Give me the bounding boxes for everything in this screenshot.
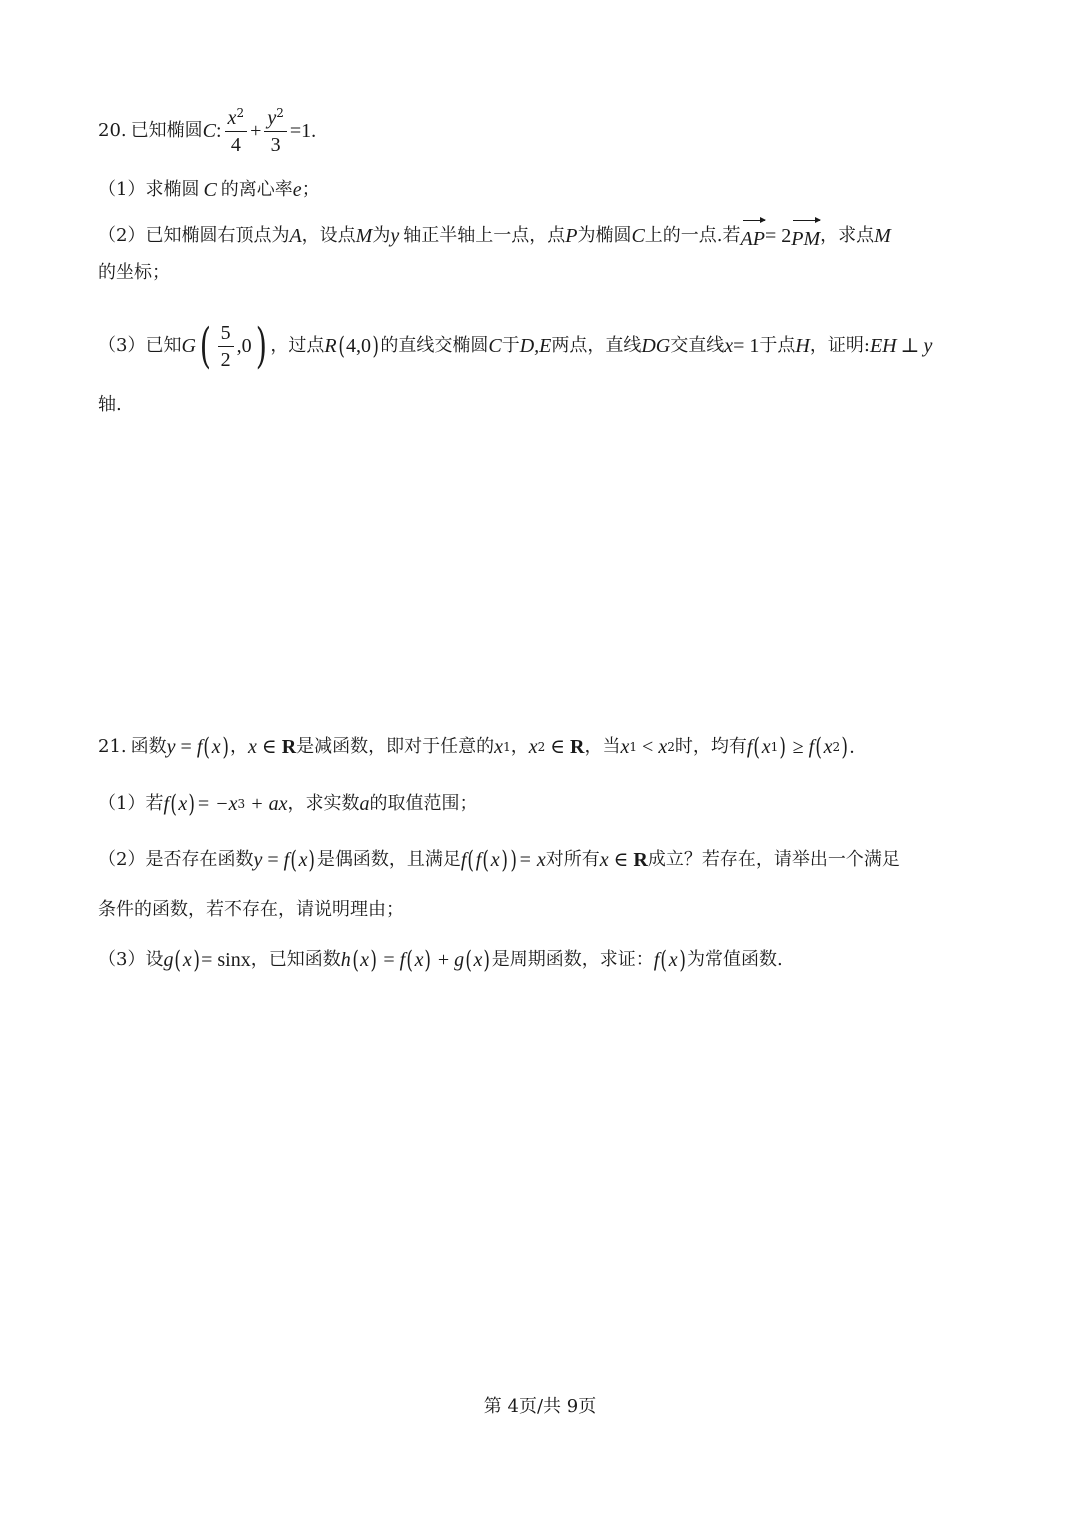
q20-part3-line2 [98,390,990,420]
text: 是否存在函数 [145,849,254,870]
var-x2: x [528,736,538,758]
subscript: 2 [832,740,841,754]
rhs-plus-ax: + ax [250,793,288,815]
frac-den-3: 3 [270,134,281,156]
q21-part2: （2） 是否存在函数 y = f ( x ) 是偶函数，且满足 f ( f ( x ) ) = x 对所有 x ∈ R 成立？若存在，请举出一个满足 [98,846,900,874]
text: ，求实数 [287,793,360,814]
point-M: M [874,225,891,247]
point-M: M [355,225,373,247]
coord-tail: ,0 [236,335,252,357]
text: 成立？若存在，请举出一个满足 [647,849,900,870]
exponent: 3 [237,797,246,811]
var-x1: x [761,736,771,758]
axis-y: y [390,225,400,247]
text: 求椭圆 [145,179,200,200]
part-label: （3） [98,949,146,970]
fraction-y2-over-3: $\frac{y^2}{3}$ [264,107,287,155]
ellipse-name: C [488,335,502,357]
var-x: x [248,736,257,758]
part-label: （1） [98,793,146,814]
func-f: f [399,949,406,971]
text: 两点，直线 [551,335,642,356]
period: . [849,736,855,758]
q20-part3: （3） 已知 G ( $\frac{5}{2}$ ,0 ) ，过点 R ( 4,0 ) 的直线交椭圆 C 于 D,E 两点，直线 DG 交直线 x = 1 于点 H ，证明: EH ⊥ y [98,318,933,374]
q20-intro: 已知椭圆 [130,120,203,141]
q20-part2 [98,218,990,254]
fraction-x2-over-4: $\frac{x^2}{4}$ [225,107,248,155]
q21-part1: （1） 若 f ( x ) = −x 3 + ax ，求实数 a 的取值范围； [98,790,478,818]
var-x: x [182,949,192,971]
var-x: x [599,849,609,871]
ellipse-name: C [203,179,217,201]
func-f: f [653,949,660,971]
text: 为常值函数. [686,949,783,970]
var-y: y [253,849,263,871]
var-x1: x [494,736,504,758]
point-H: H [795,335,810,357]
frac-den-4: 4 [230,134,241,156]
text: 轴正半轴上一点，点 [403,225,566,246]
func-g: g [163,949,174,971]
text: 是减函数，即对于任意的 [296,736,495,757]
q20-number: 20. [98,120,127,141]
func-f: f [475,849,482,871]
real-numbers-symbol: R [633,849,648,871]
subscript: 1 [770,740,779,754]
sin-x: = sinx [201,949,251,971]
text: ，过点 [270,335,325,356]
equals-two: = 2 [764,225,792,247]
q20-part1 [98,175,990,205]
text: 的离心率 [220,179,293,200]
var-x: x [360,949,369,971]
text: ，求点 [820,225,875,246]
text: 交直线 [670,335,725,356]
var-x: x [490,849,500,871]
real-numbers-symbol: R [570,736,585,758]
text: 的坐标； [98,262,170,283]
line-DG: DG [641,335,671,357]
fraction-5-over-2 [218,323,234,370]
right-paren: ) [255,318,267,374]
func-f: f [196,736,203,758]
text: ，已知函数 [250,949,341,970]
less-than: < [642,736,654,758]
real-numbers-symbol: R [281,736,297,758]
text: 轴. [98,394,122,415]
var-x: x [668,949,678,971]
var-a: a [359,793,370,815]
q21-part3: （3） 设 g ( x ) = sinx ，已知函数 h ( x ) = f ( x ) + g ( x ) 是周期函数，求证： f ( x ) 为常值函数. [98,946,783,974]
text: 设 [145,949,164,970]
greater-equal: ≥ [792,736,804,758]
subscript: 1 [503,740,511,754]
plus: + [437,949,450,971]
text: ，设点 [301,225,356,246]
page-footer: 第 4页/共 9页 [483,1396,597,1417]
func-g: g [454,949,465,971]
func-f: f [283,849,290,871]
subscript: 1 [629,740,638,754]
element-of-symbol: ∈ [261,736,277,758]
vector-PM: PM [791,218,820,254]
var-x2: x [823,736,833,758]
var-x: x [211,736,221,758]
var-x1: x [620,736,630,758]
rhs-minus-x: = −x [196,793,238,815]
text: 为 [372,225,391,246]
text: ， [230,736,249,757]
func-f: f [746,736,753,758]
points-DE: D,E [519,335,552,357]
var-x: x [298,849,308,871]
part-label: （3） [98,335,146,356]
frac-num-x: x [227,107,237,129]
equals-one: =1 [289,120,312,142]
vector-AP: AP [741,218,765,254]
text: ，当 [584,736,621,757]
element-of-symbol: ∈ [550,736,566,758]
text: 是周期函数，求证： [491,949,654,970]
var-x: x [473,949,483,971]
func-f: f [163,793,170,815]
text: 时，均有 [674,736,747,757]
segment-EH: EH [869,335,897,357]
text: ； [301,179,320,200]
point-R-coords: 4,0 [345,335,371,357]
text: 的取值范围； [369,793,478,814]
point-A: A [289,225,302,247]
eccentricity-symbol: e [292,179,302,201]
axis-y: y [923,335,933,357]
left-paren: ( [199,318,211,374]
frac-num-y: y [267,107,277,129]
text: ，证明: [809,335,870,356]
var-x: x [724,335,734,357]
ellipse-name: C [202,120,216,142]
point-G: G [181,335,196,357]
text: 若 [145,793,164,814]
point-R: R [324,335,337,357]
frac-num: 5 [218,323,234,347]
frac-den: 2 [220,348,231,371]
part-label: （1） [98,179,146,200]
var-x2: x [658,736,668,758]
colon: : [215,120,222,142]
q21-stem: 21. 函数 y = f ( x ) ， x ∈ R 是减函数，即对于任意的 x 1 ， x 2 ∈ R ，当 x 1 < x 2 时，均有 f ( x 1 ) ≥ f ( x 2 ) . [98,733,855,761]
text: 的直线交椭圆 [380,335,489,356]
part-label: （2） [98,849,146,870]
text: 对所有 [545,849,600,870]
func-f: f [460,849,467,871]
equals-x: = x [518,849,546,871]
text: 条件的函数，若不存在，请说明理由； [98,899,404,920]
text: 于点 [759,335,796,356]
equals-one: = 1 [733,335,760,357]
text: 函数 [130,736,167,757]
ellipse-name: C [631,225,645,247]
period: . [311,120,317,142]
text: 已知椭圆右顶点为 [145,225,290,246]
perpendicular-symbol: ⊥ [900,335,920,357]
text: 是偶函数，且满足 [316,849,461,870]
text: 上的一点.若 [644,225,741,246]
q21-part2-line2 [98,895,990,925]
q21-number: 21. [98,736,127,757]
var-y: y [166,736,176,758]
q20-part2-line2 [98,258,990,288]
text: 于 [501,335,520,356]
part-label: （2） [98,225,146,246]
point-P: P [565,225,578,247]
element-of-symbol: ∈ [613,849,629,871]
func-h: h [340,949,351,971]
subscript: 2 [537,740,546,754]
var-x: x [178,793,188,815]
func-f: f [808,736,815,758]
q20-stem: 20. 已知椭圆 C : $\frac{x^2}{4}$ + $\frac{y^2}{3}$ =1 . [98,106,317,156]
text: 为椭圆 [577,225,632,246]
subscript: 2 [667,740,675,754]
text: 已知 [145,335,182,356]
var-x: x [414,949,424,971]
text: ， [510,736,529,757]
